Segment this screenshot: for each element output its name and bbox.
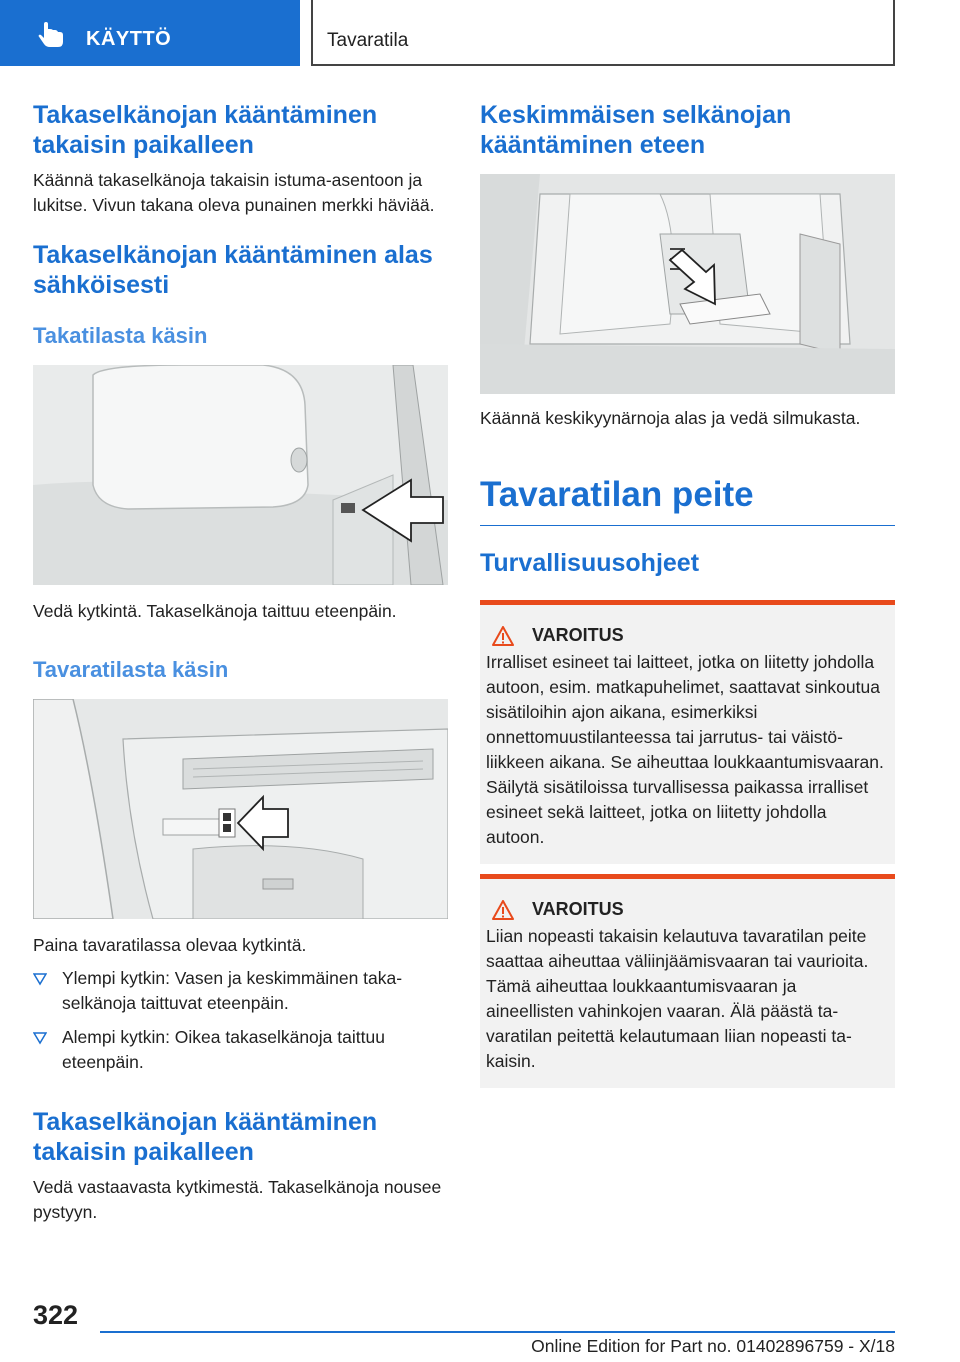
left-column — [33, 100, 448, 1225]
text-backrest-return: Käännä takaselkänoja takaisin istuma-asentoon ja lukitse. Vivun takana oleva punainen merkki häviää. — [33, 170, 435, 215]
footer-divider — [100, 1331, 895, 1333]
figure-middle-backrest — [480, 174, 895, 394]
heading-electric-fold: Takaselkänojan kääntäminen alas sähköisesti — [33, 241, 433, 299]
heading-backrest-return: Takaselkänojan kääntäminen takaisin paikalleen — [33, 101, 378, 159]
warning-text: Liian nopeasti takaisin kelautuva tavaratilan peite saattaa aiheuttaa väliinjäämisvaaran tai vaurioita. Tämä aiheuttaa loukkaantumisvaaran ja aineellisten vahinkojen vaaran. Älä päästä tavaratilan peitettä kelautumaan liian nopeasti takaisin. — [486, 926, 869, 1071]
chapter-tab[interactable] — [311, 0, 895, 66]
heading-backrest-return-2: Takaselkänojan kääntäminen takaisin paikalleen — [33, 1108, 378, 1166]
warning-box-cover-retract — [480, 874, 895, 1088]
switch-list — [33, 966, 448, 1075]
figure-trunk-switch — [33, 699, 448, 919]
section-tab[interactable] — [0, 0, 300, 66]
warning-title: VAROITUS — [532, 625, 624, 645]
caption-middle-backrest: Käännä keskikyynärnoja alas ja vedä silmukasta. — [480, 408, 861, 428]
warning-triangle-icon — [492, 900, 514, 920]
right-column — [480, 100, 895, 1088]
text-backrest-return-2: Vedä vastaavasta kytkimestä. Takaselkänoja nousee pystyyn. — [33, 1177, 442, 1222]
triangle-bullet-icon — [33, 972, 47, 986]
hand-pointer-icon — [38, 22, 66, 48]
figure-rear-seat-switch — [33, 365, 448, 585]
page-number: 322 — [33, 1300, 79, 1330]
footer-edition: Online Edition for Part no. 01402896759 - X/18 — [531, 1336, 895, 1356]
warning-box-loose-objects — [480, 600, 895, 864]
heading-safety: Turvallisuusohjeet — [480, 549, 700, 577]
heading-from-trunk: Tavaratilasta käsin — [33, 657, 229, 682]
warning-text: Irralliset esineet tai laitteet, jotka on liitetty johdolla autoon, esim. matkapuhelimet, saattavat sinkoutua sisätiloihin ajon aikana, esimerkiksi onnettomuustilanteessa tai jarrutus- tai väistöliikkeen aikana. Se aiheuttaa loukkaantumisvaaran. Säilytä sisätiloissa turvallisessa paikassa irralliset esineet sekä laitteet, jotka on liitetty johdolla autoon. — [486, 652, 884, 847]
caption-rear-switch: Vedä kytkintä. Takaselkänoja taittuu eteenpäin. — [33, 601, 397, 621]
triangle-bullet-icon — [33, 1031, 47, 1045]
list-item: Alempi kytkin: Oikea takaselkänoja taittuu eteenpäin. — [33, 1025, 448, 1075]
heading-middle-backrest: Keskimmäisen selkänojan kääntäminen eteen — [480, 101, 792, 159]
section-tab-label: KÄYTTÖ — [86, 28, 172, 50]
warning-title: VAROITUS — [532, 899, 624, 919]
caption-trunk-switch: Paina tavaratilassa olevaa kytkintä. — [33, 935, 307, 955]
warning-triangle-icon — [492, 626, 514, 646]
chapter-tab-label: Tavaratila — [327, 30, 409, 51]
heading-from-rear: Takatilasta käsin — [33, 323, 208, 348]
list-item: Ylempi kytkin: Vasen ja keskimmäinen takaselkänoja taittuvat eteenpäin. — [33, 966, 448, 1016]
heading-cargo-cover: Tavaratilan peite — [480, 475, 895, 526]
